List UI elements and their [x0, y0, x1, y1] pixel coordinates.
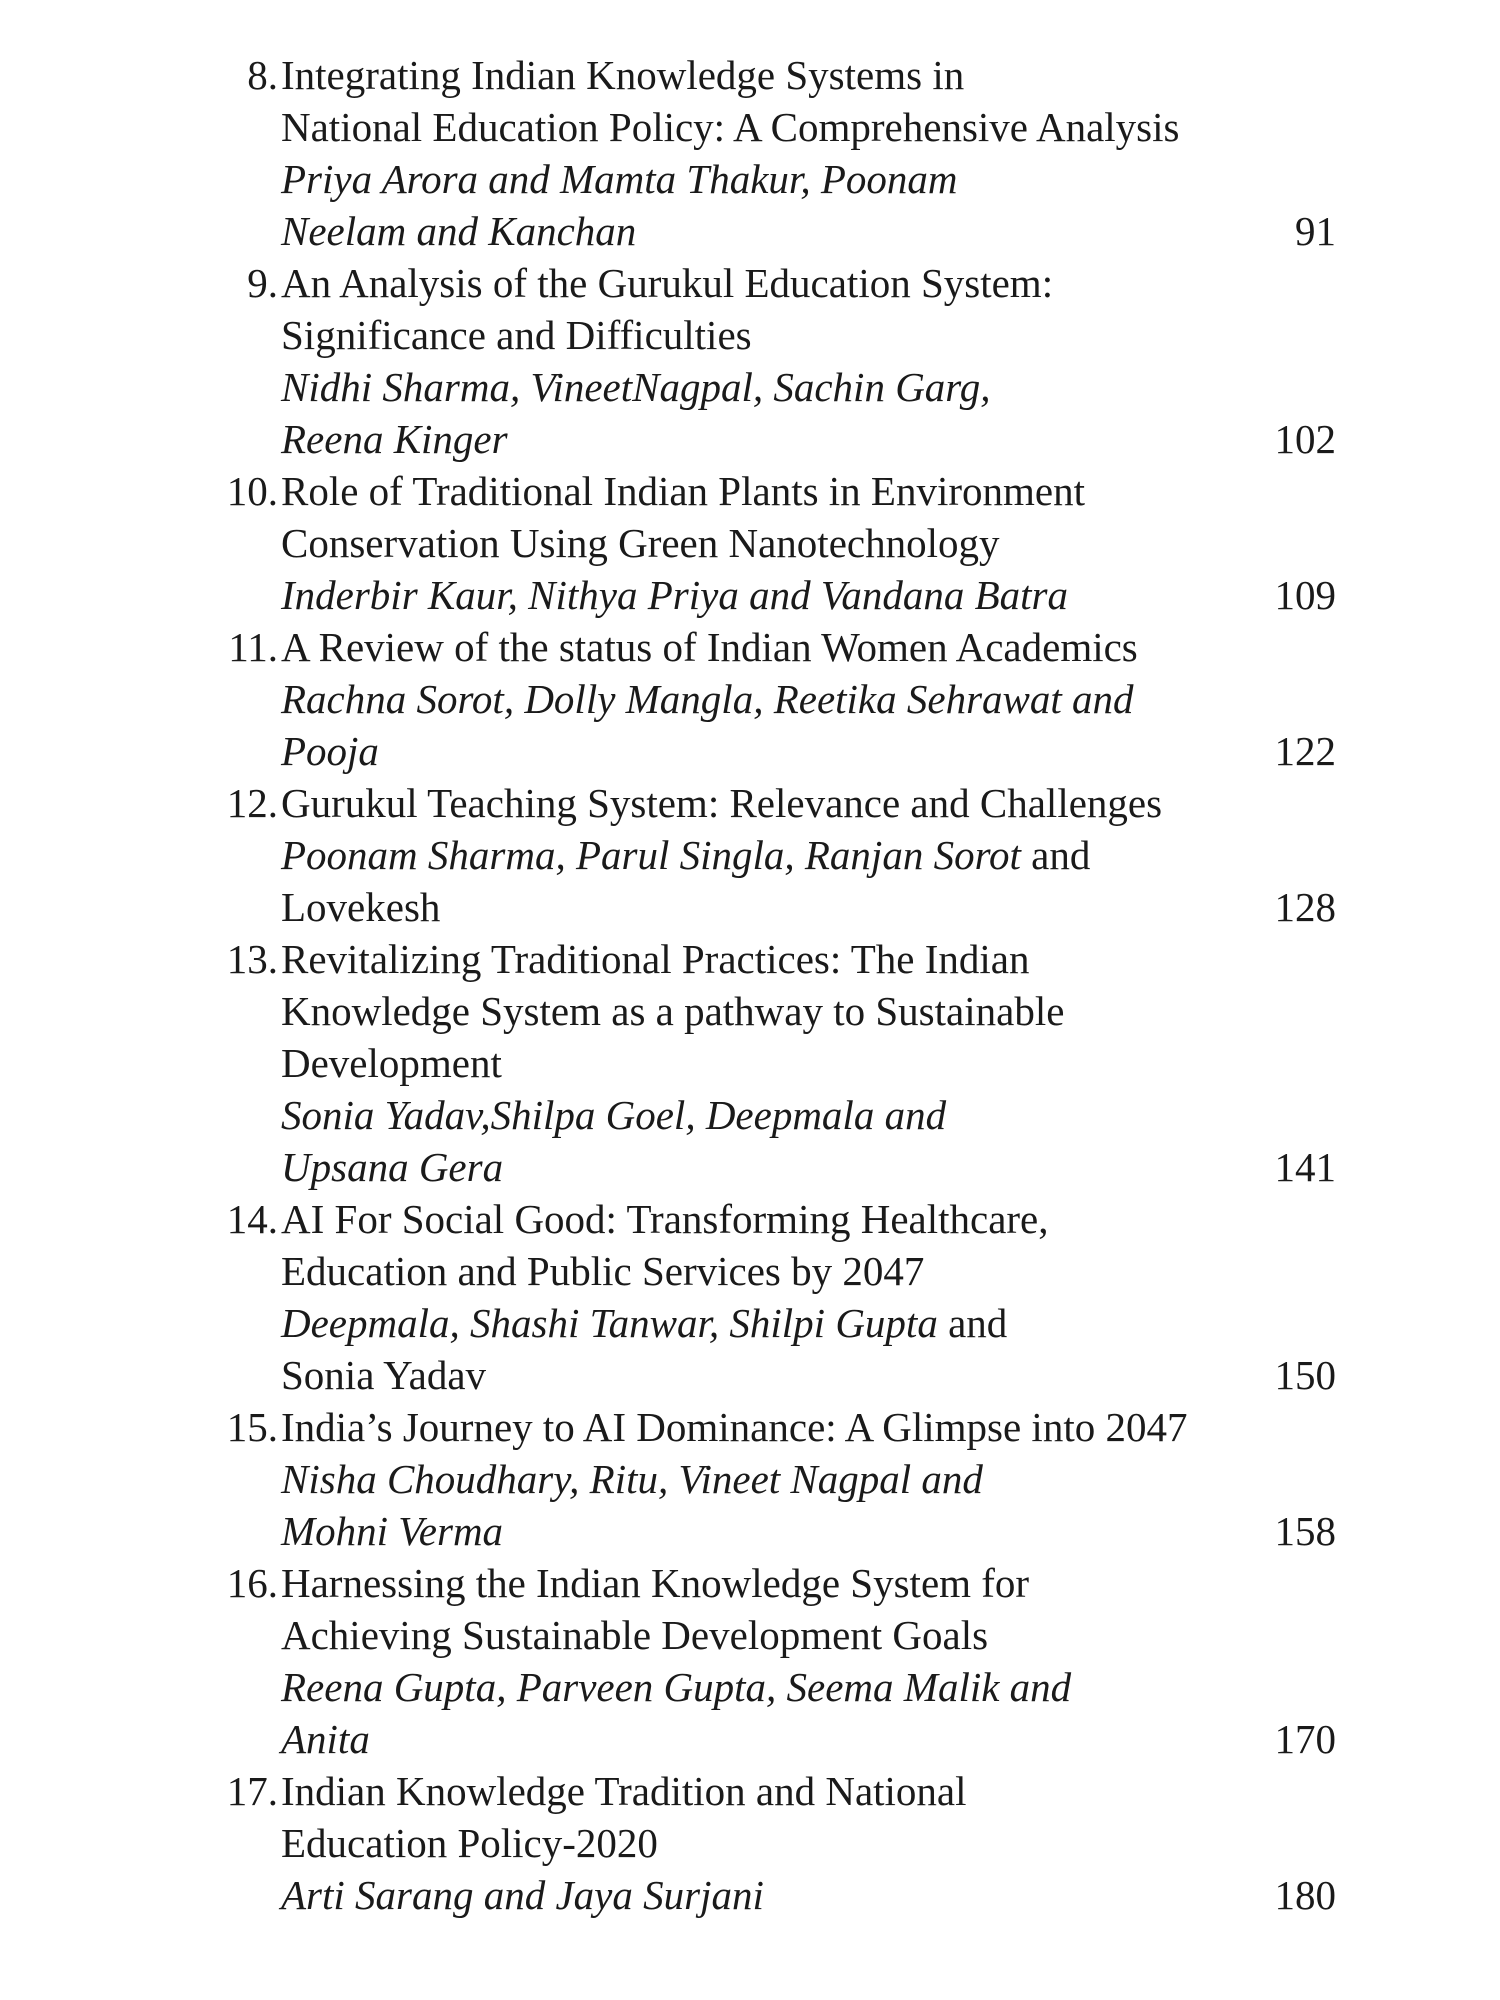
page-number: 122 [1274, 728, 1336, 774]
chapter-title-line: Indian Knowledge Tradition and National [281, 1768, 967, 1814]
toc-entry [196, 1401, 1336, 1557]
author-line [281, 1661, 1336, 1713]
page-number: 180 [1274, 1872, 1336, 1918]
chapter-number: 14. [226, 1196, 278, 1242]
chapter-number: 8. [247, 52, 278, 98]
author-text: Reena Kinger [281, 416, 508, 462]
author-text: Nisha Choudhary, Ritu, Vineet Nagpal and [281, 1456, 983, 1502]
page-number: 141 [1274, 1144, 1336, 1190]
chapter-number: 13. [226, 936, 278, 982]
toc-entry [196, 465, 1336, 621]
entry-body [278, 621, 1336, 777]
chapter-number: 10. [226, 468, 278, 514]
author-text: Rachna Sorot, Dolly Mangla, Reetika Sehrawat and [281, 676, 1134, 722]
chapter-title-line: A Review of the status of Indian Women Academics [281, 624, 1138, 670]
chapter-number: 15. [226, 1404, 278, 1450]
chapter-number: 17. [226, 1768, 278, 1814]
toc-entry [196, 1557, 1336, 1765]
author-line [281, 1089, 1336, 1141]
entry-body [278, 1401, 1336, 1557]
author-line [281, 205, 1336, 257]
entry-body [278, 49, 1336, 257]
author-text: Sonia Yadav,Shilpa Goel, Deepmala and [281, 1092, 947, 1138]
entry-body [278, 1193, 1336, 1401]
author-text: Poonam Sharma, Parul Singla, Ranjan Sorot [281, 832, 1021, 878]
author-line [281, 153, 1336, 205]
author-line [281, 725, 1336, 777]
author-text: Priya Arora and Mamta Thakur, Poonam [281, 156, 958, 202]
author-line [281, 1349, 1336, 1401]
toc-entry [196, 1765, 1336, 1921]
entry-body [278, 257, 1336, 465]
chapter-number: 9. [247, 260, 278, 306]
page-number: 102 [1274, 416, 1336, 462]
chapter-title-line: Significance and Difficulties [281, 312, 752, 358]
chapter-title-line: An Analysis of the Gurukul Education System: [281, 260, 1054, 306]
author-text: and [1020, 832, 1091, 878]
author-line [281, 413, 1336, 465]
author-text: Reena Gupta, Parveen Gupta, Seema Malik and [281, 1664, 1072, 1710]
author-text: Nidhi Sharma, VineetNagpal, Sachin Garg, [281, 364, 991, 410]
chapter-number: 11. [228, 624, 278, 670]
author-text: Sonia Yadav [281, 1352, 487, 1398]
chapter-title-line: Conservation Using Green Nanotechnology [281, 520, 1000, 566]
author-line [281, 1505, 1336, 1557]
author-line [281, 1713, 1336, 1765]
chapter-title-line: Revitalizing Traditional Practices: The Indian [281, 936, 1030, 982]
author-text: Inderbir Kaur, Nithya Priya and Vandana Batra [281, 572, 1068, 618]
chapter-title-line: Harnessing the Indian Knowledge System for [281, 1560, 1030, 1606]
author-line [281, 361, 1336, 413]
chapter-title-line: Knowledge System as a pathway to Sustainable [281, 988, 1065, 1034]
author-text: Deepmala, Shashi Tanwar, Shilpi Gupta [281, 1300, 938, 1346]
entry-body [278, 465, 1336, 621]
toc-entry [196, 257, 1336, 465]
page-number: 128 [1274, 884, 1336, 930]
chapter-title-line: Achieving Sustainable Development Goals [281, 1612, 989, 1658]
entry-body [278, 933, 1336, 1193]
chapter-number: 16. [226, 1560, 278, 1606]
toc-entry [196, 49, 1336, 257]
toc-entry [196, 933, 1336, 1193]
page-number: 150 [1274, 1352, 1336, 1398]
toc-entry [196, 777, 1336, 933]
toc-entry [196, 1193, 1336, 1401]
author-text: Neelam and Kanchan [281, 208, 637, 254]
toc-entry [196, 621, 1336, 777]
chapter-title-line: Gurukul Teaching System: Relevance and Challenges [281, 780, 1163, 826]
author-text: Lovekesh [281, 884, 441, 930]
table-of-contents [196, 49, 1336, 1921]
page-number: 158 [1274, 1508, 1336, 1554]
author-line [281, 881, 1336, 933]
chapter-title-line: India’s Journey to AI Dominance: A Glimpse into 2047 [281, 1404, 1188, 1450]
author-line [281, 1453, 1336, 1505]
author-text: Pooja [281, 728, 379, 774]
chapter-number: 12. [226, 780, 278, 826]
author-line [281, 829, 1336, 881]
chapter-title-line: Integrating Indian Knowledge Systems in [281, 52, 965, 98]
author-text: Anita [281, 1716, 370, 1762]
author-line [281, 569, 1336, 621]
author-line [281, 1869, 1336, 1921]
chapter-title-line: Role of Traditional Indian Plants in Environment [281, 468, 1086, 514]
entry-body [278, 777, 1336, 933]
page-number: 109 [1274, 572, 1336, 618]
author-text: Mohni Verma [281, 1508, 504, 1554]
author-text: and [937, 1300, 1008, 1346]
chapter-title-line: Education and Public Services by 2047 [281, 1248, 925, 1294]
author-line [281, 1141, 1336, 1193]
entry-body [278, 1765, 1336, 1921]
author-text: Upsana Gera [281, 1144, 504, 1190]
chapter-title-line: AI For Social Good: Transforming Healthcare, [281, 1196, 1049, 1242]
chapter-title-line: Education Policy-2020 [281, 1820, 658, 1866]
chapter-title-line: National Education Policy: A Comprehensive Analysis [281, 104, 1180, 150]
entry-body [278, 1557, 1336, 1765]
chapter-title-line: Development [281, 1040, 502, 1086]
author-text: Arti Sarang and Jaya Surjani [281, 1872, 764, 1918]
page-number: 91 [1295, 208, 1336, 254]
page-number: 170 [1274, 1716, 1336, 1762]
author-line [281, 673, 1336, 725]
author-line [281, 1297, 1336, 1349]
